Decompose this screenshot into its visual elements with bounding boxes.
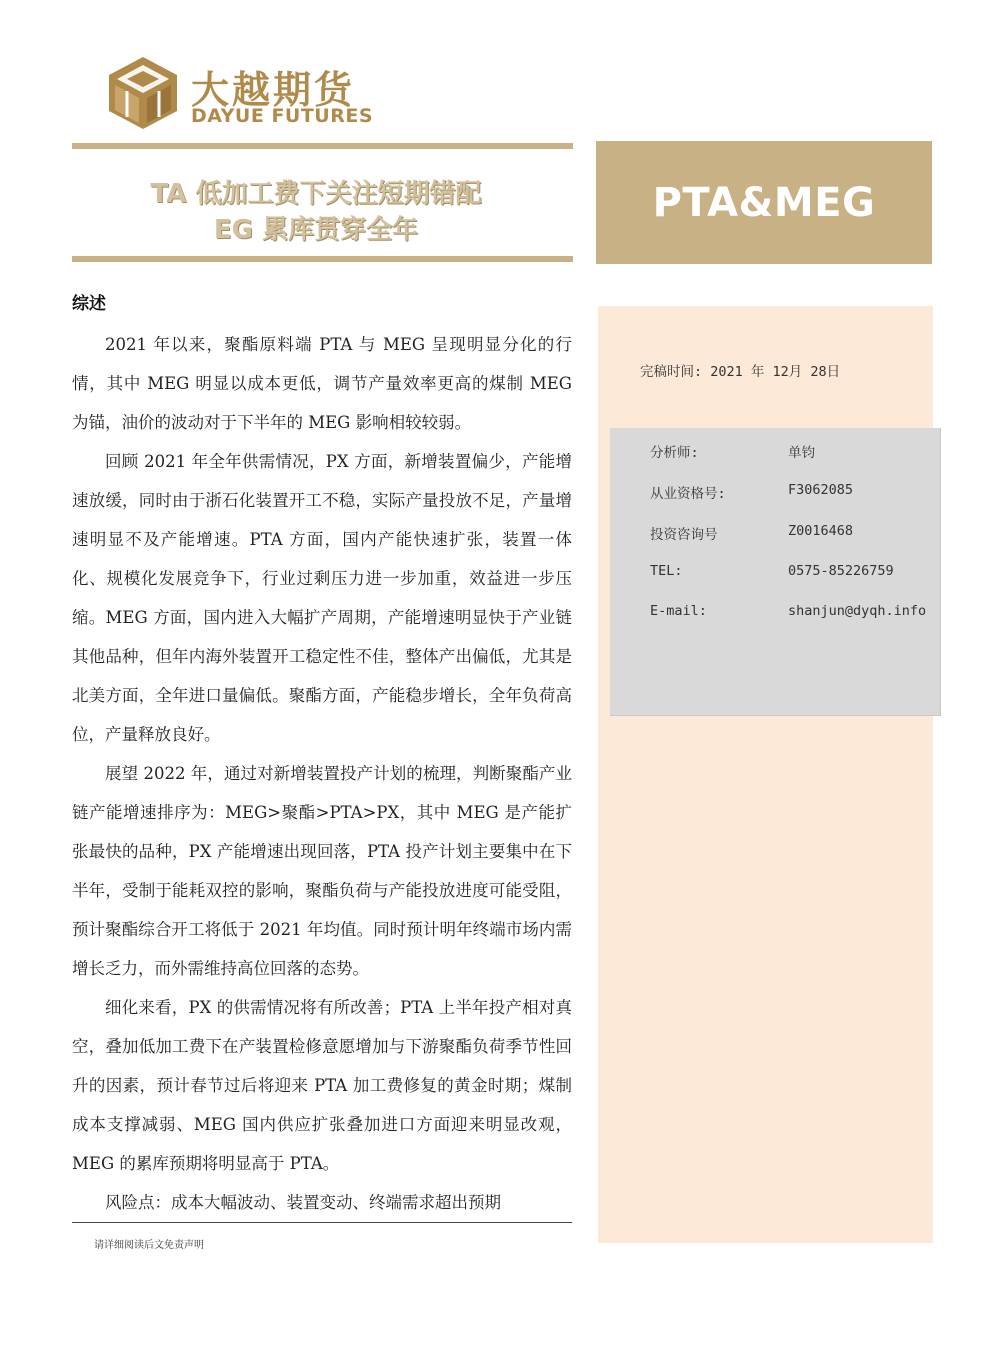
completion-date: 完稿时间: 2021 年 12月 28日 [640,364,841,380]
info-key: 分析师: [650,445,699,461]
info-value: Z0016468 [788,523,854,539]
summary-body [72,325,572,1222]
company-logo [107,55,377,135]
report-title-line2: EG 累库贯穿全年 [213,215,419,245]
title-rule-top [72,143,573,149]
paragraph: 2021 年以来，聚酯原料端 PTA 与 MEG 呈现明显分化的行情，其中 MEG 明显以成本更低，调节产量效率更高的煤制 MEG 为锚，油价的波动对于下半年的 MEG 影响相较较弱。 [72,335,572,432]
product-tag: PTA&MEG [652,179,876,226]
info-value: F3062085 [788,482,854,498]
product-tag-box [596,141,932,264]
paragraph: 回顾 2021 年全年供需情况，PX 方面，新增装置偏少，产能增速放缓，同时由于浙石化装置开工不稳，实际产量投放不足，产量增速明显不及产能增速。PTA 方面，国内产能快速扩张，装置一体化、规模化发展竞争下，行业过剩压力进一步加重，效益进一步压缩。MEG 方面，国内进入大幅扩产周期，产能增速明显快于产业链其他品种，但年内海外装置开工稳定性不佳，整体产出偏低，尤其是北美方面，全年进口量偏低。聚酯方面，产能稳步增长，全年负荷高位，产量释放良好。 [72,452,572,744]
info-key: 投资咨询号 [650,527,718,543]
info-key: TEL: [650,563,683,579]
footer-divider [72,1222,572,1223]
info-value[interactable]: shanjun@dyqh.info [788,603,927,619]
logo-cube-icon [107,55,179,131]
section-heading: 综述 [72,294,106,314]
paragraph: 细化来看，PX 的供需情况将有所改善；PTA 上半年投产相对真空，叠加低加工费下在产装置检修意愿增加与下游聚酯负荷季节性回升的因素，预计春节过后将迎来 PTA 加工费修复的黄金时期；煤制成本支撑减弱、MEG 国内供应扩张叠加进口方面迎来明显改观，MEG 的累库预期将明显高于 PTA。 [72,998,572,1173]
risk-paragraph: 风险点：成本大幅波动、装置变动、终端需求超出预期 [105,1193,501,1212]
paragraph: 展望 2022 年，通过对新增装置投产计划的梳理，判断聚酯产业链产能增速排序为：MEG>聚酯>PTA>PX，其中 MEG 是产能扩张最快的品种，PX 产能增速出现回落，PTA 投产计划主要集中在下半年，受制于能耗双控的影响，聚酯负荷与产能投放进度可能受阻，预计聚酯综合开工将低于 2021 年均值。同时预计明年终端市场内需增长乏力，而外需维持高位回落的态势。 [72,764,572,978]
logo-name-cn: 大越期货 [191,68,356,112]
analyst-info-box [610,428,941,716]
report-title-line1: TA 低加工费下关注短期错配 [150,179,482,209]
logo-name-en: DAYUE FUTURES [191,105,374,127]
disclaimer-note: 请详细阅读后文免责声明 [94,1240,204,1251]
info-value: 0575-85226759 [788,563,894,579]
title-rule-bottom [72,256,573,262]
info-value: 单钧 [788,445,815,461]
info-key: E-mail: [650,603,707,619]
info-key: 从业资格号: [650,486,726,502]
